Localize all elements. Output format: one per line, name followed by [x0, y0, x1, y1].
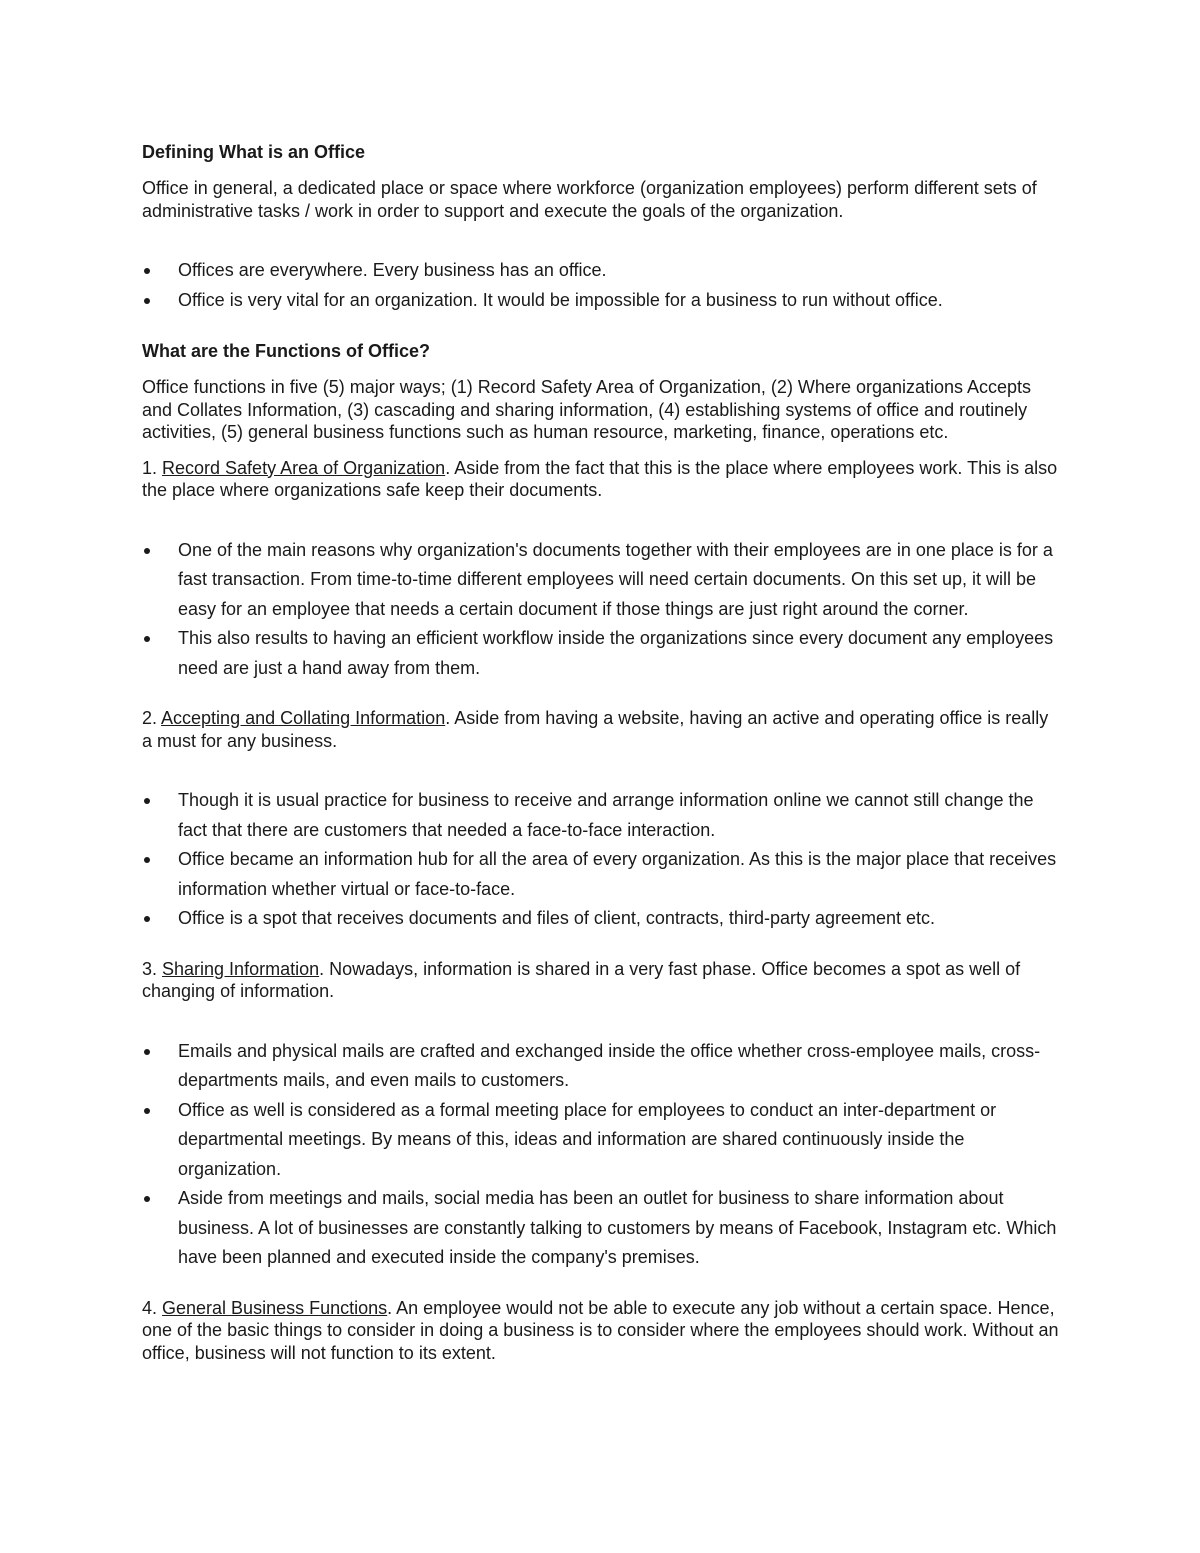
bullet-icon: [144, 857, 150, 863]
function-2-title: Accepting and Collating Information: [161, 708, 446, 728]
function-2-paragraph: 2. Accepting and Collating Information. Aside from having a website, having an active and operating office is really a must for any business.: [142, 708, 1049, 751]
function-2-list: [142, 786, 1062, 934]
bullet-icon: [144, 268, 150, 274]
function-4-title: General Business Functions: [162, 1297, 388, 1318]
function-1-title: Record Safety Area of Organization: [162, 457, 446, 478]
bullet-icon: [144, 1196, 150, 1202]
functions-intro-paragraph: Office functions in five (5) major ways; (1) Record Safety Area of Organization, (2) Where organizations Accepts and Collates Information, (3) cascading and sharing information, (4) establishing systems of office and routinely activities, (5) general business functions such as human resource, marketing, finance, operations etc.: [142, 377, 1032, 442]
function-3-list: [142, 1037, 1062, 1273]
office-definition-paragraph: Office in general, a dedicated place or space where workforce (organization employees) perform different sets of administrative tasks / work in order to support and execute the goals of the organization.: [142, 178, 1037, 221]
list-item: Aside from meetings and mails, social media has been an outlet for business to share information about business. A lot of businesses are constantly talking to customers by means of Facebook, Instagram etc. Which have been planned and executed inside the company's premises.: [142, 1184, 1062, 1273]
bullet-icon: [144, 298, 150, 304]
list-item: Office is very vital for an organization. It would be impossible for a business to run without office.: [142, 286, 1062, 316]
function-1-paragraph: 1. Record Safety Area of Organization. Aside from the fact that this is the place where employees work. This is also the place where organizations safe keep their documents.: [142, 457, 1058, 500]
bullet-icon: [144, 548, 150, 554]
list-item: Offices are everywhere. Every business has an office.: [142, 256, 1062, 286]
section-heading-functions: What are the Functions of Office?: [142, 341, 431, 361]
function-3-paragraph: 3. Sharing Information. Nowadays, information is shared in a very fast phase. Office becomes a spot as well of changing of information.: [142, 958, 1021, 1001]
list-item: Office became an information hub for all the area of every organization. As this is the major place that receives information whether virtual or face-to-face.: [142, 845, 1062, 904]
document-page: [142, 140, 1062, 1374]
list-item: Emails and physical mails are crafted and exchanged inside the office whether cross-employee mails, cross-departments mails, and even mails to customers.: [142, 1037, 1062, 1096]
list-item: Office as well is considered as a formal meeting place for employees to conduct an inter-department or departmental meetings. By means of this, ideas and information are shared continuously inside the organization.: [142, 1096, 1062, 1185]
bullet-icon: [144, 636, 150, 642]
list-item: One of the main reasons why organization's documents together with their employees are in one place is for a fast transaction. From time-to-time different employees will need certain documents. On this set up, it will be easy for an employee that needs a certain document if those things are just right around the corner.: [142, 536, 1062, 625]
list-item: This also results to having an efficient workflow inside the organizations since every document any employees need are just a hand away from them.: [142, 624, 1062, 683]
function-1-list: [142, 536, 1062, 684]
list-item: Though it is usual practice for business to receive and arrange information online we cannot still change the fact that there are customers that needed a face-to-face interaction.: [142, 786, 1062, 845]
office-facts-list: [142, 256, 1062, 315]
bullet-icon: [144, 916, 150, 922]
bullet-icon: [144, 798, 150, 804]
function-4-paragraph: 4. General Business Functions. An employee would not be able to execute any job without a certain space. Hence, one of the basic things to consider in doing a business is to consider where the employees should work. Without an office, business will not function to its extent.: [142, 1297, 1059, 1363]
bullet-icon: [144, 1108, 150, 1114]
bullet-icon: [144, 1049, 150, 1055]
section-heading-defining-office: Defining What is an Office: [142, 142, 366, 162]
list-item: Office is a spot that receives documents and files of client, contracts, third-party agreement etc.: [142, 904, 1062, 934]
function-3-title: Sharing Information: [162, 958, 320, 979]
